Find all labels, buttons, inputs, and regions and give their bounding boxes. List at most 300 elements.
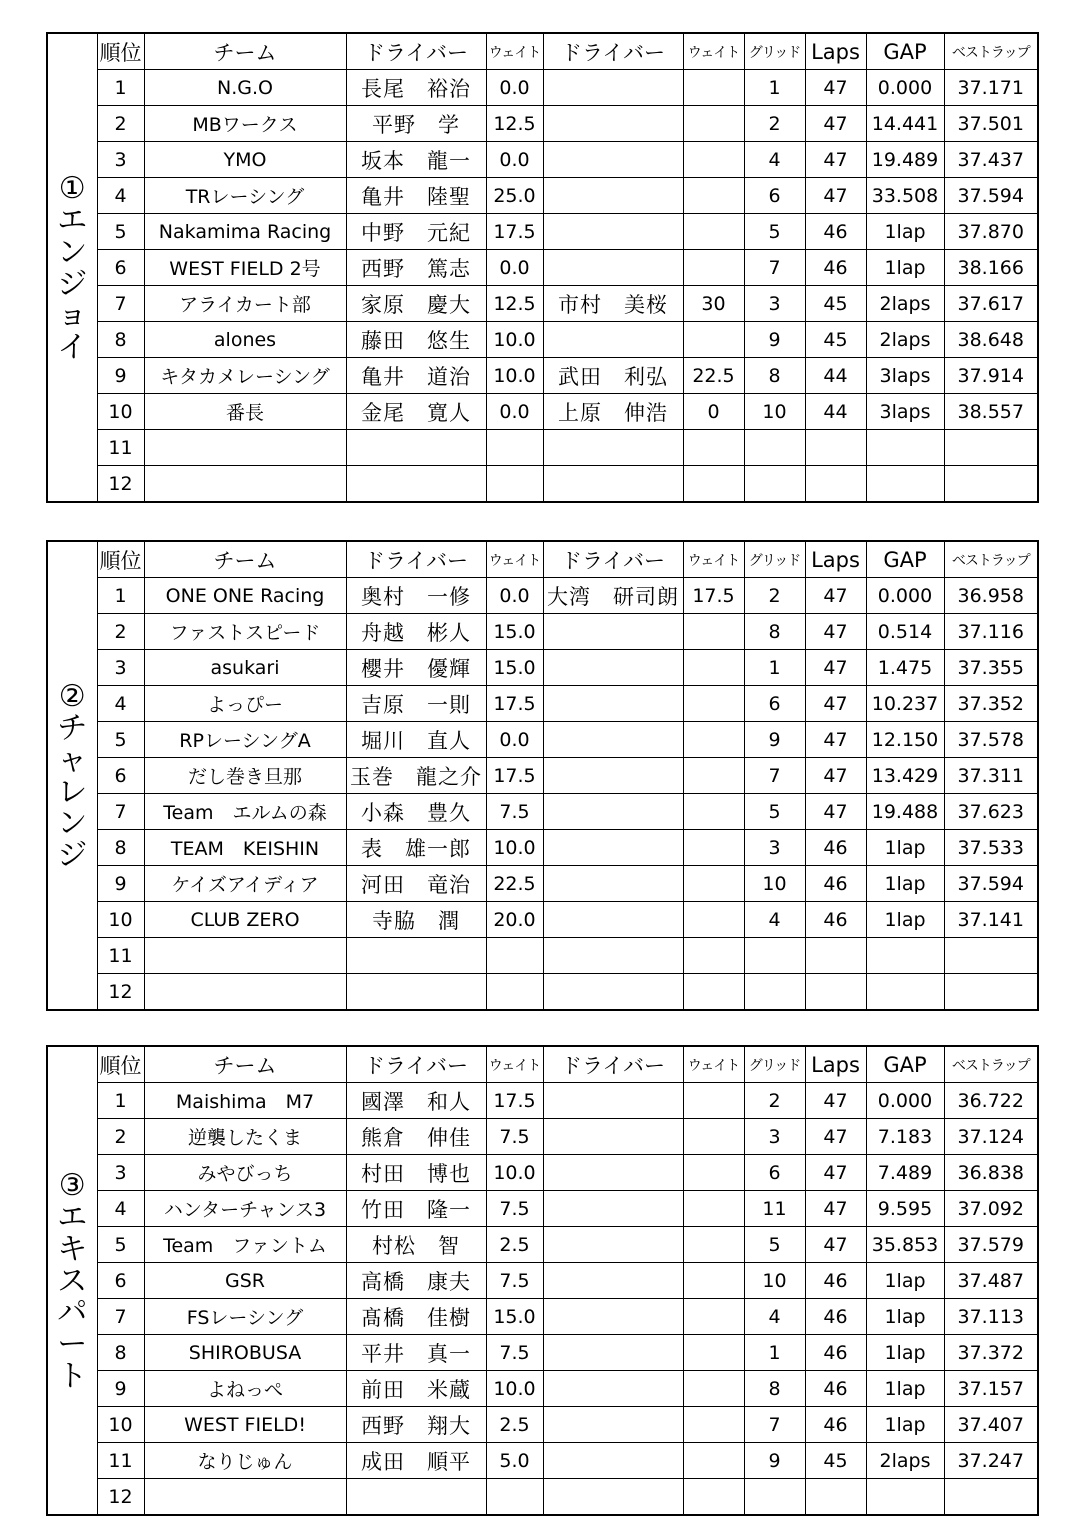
cell-laps: 47	[805, 1083, 866, 1119]
cell-team: RPレーシングA	[144, 722, 346, 758]
cell-weight2	[683, 1227, 744, 1263]
header-row	[47, 1046, 1038, 1083]
cell-weight2	[683, 250, 744, 286]
table-row	[47, 286, 1038, 322]
cell-weight1: 2.5	[486, 1227, 543, 1263]
cell-team: よねっぺ	[144, 1371, 346, 1407]
table-row	[47, 1371, 1038, 1407]
cell-gap: 1lap	[866, 250, 944, 286]
cell-driver1: 奥村 一修	[346, 578, 486, 614]
table-row	[47, 250, 1038, 286]
cell-weight2: 22.5	[683, 358, 744, 394]
cell-gap: 1lap	[866, 1371, 944, 1407]
table-row	[47, 902, 1038, 938]
cell-best: 37.355	[944, 650, 1038, 686]
cell-team	[144, 974, 346, 1011]
cell-weight2	[683, 1119, 744, 1155]
cell-best: 37.579	[944, 1227, 1038, 1263]
table-row	[47, 650, 1038, 686]
cell-gap: 0.000	[866, 1083, 944, 1119]
cell-gap: 1lap	[866, 214, 944, 250]
cell-pos: 4	[97, 686, 144, 722]
cell-weight2	[683, 70, 744, 106]
cell-pos: 6	[97, 1263, 144, 1299]
cell-driver1: 高橋 康夫	[346, 1263, 486, 1299]
cell-driver2	[543, 1443, 683, 1479]
header-weight1: ウェイト	[486, 1046, 543, 1083]
cell-best: 37.437	[944, 142, 1038, 178]
class-block-enjoy	[46, 32, 1039, 503]
cell-laps: 46	[805, 1263, 866, 1299]
cell-laps: 47	[805, 1119, 866, 1155]
cell-driver1: 成田 順平	[346, 1443, 486, 1479]
cell-pos: 11	[97, 938, 144, 974]
cell-grid	[744, 430, 805, 466]
cell-weight1: 0.0	[486, 250, 543, 286]
cell-pos: 10	[97, 394, 144, 430]
cell-laps: 47	[805, 578, 866, 614]
cell-team: ファストスピード	[144, 614, 346, 650]
cell-driver2	[543, 142, 683, 178]
table-row	[47, 322, 1038, 358]
header-driver2: ドライバー	[543, 1046, 683, 1083]
cell-driver1: 中野 元紀	[346, 214, 486, 250]
cell-weight2	[683, 866, 744, 902]
cell-driver1: 亀井 道治	[346, 358, 486, 394]
class-block-expert	[46, 1045, 1039, 1516]
cell-weight2: 17.5	[683, 578, 744, 614]
cell-team: GSR	[144, 1263, 346, 1299]
cell-grid: 3	[744, 830, 805, 866]
class-label	[47, 1046, 97, 1515]
cell-gap: 13.429	[866, 758, 944, 794]
table-row	[47, 178, 1038, 214]
cell-driver2	[543, 178, 683, 214]
cell-driver2	[543, 830, 683, 866]
cell-gap: 1lap	[866, 1407, 944, 1443]
cell-laps: 45	[805, 286, 866, 322]
cell-pos: 6	[97, 758, 144, 794]
table-row	[47, 430, 1038, 466]
cell-grid: 7	[744, 1407, 805, 1443]
cell-pos: 4	[97, 178, 144, 214]
table-row	[47, 142, 1038, 178]
cell-driver1: 藤田 悠生	[346, 322, 486, 358]
cell-weight2	[683, 974, 744, 1011]
header-grid: グリッド	[744, 1046, 805, 1083]
cell-laps: 47	[805, 1227, 866, 1263]
table-row	[47, 866, 1038, 902]
cell-laps: 45	[805, 322, 866, 358]
cell-grid: 4	[744, 902, 805, 938]
cell-weight2: 30	[683, 286, 744, 322]
cell-laps: 46	[805, 830, 866, 866]
cell-best: 37.617	[944, 286, 1038, 322]
cell-grid: 5	[744, 214, 805, 250]
cell-grid	[744, 974, 805, 1011]
cell-best: 37.533	[944, 830, 1038, 866]
cell-weight2	[683, 902, 744, 938]
cell-best: 37.124	[944, 1119, 1038, 1155]
cell-weight1: 17.5	[486, 1083, 543, 1119]
cell-laps: 47	[805, 142, 866, 178]
cell-pos: 8	[97, 830, 144, 866]
cell-gap: 33.508	[866, 178, 944, 214]
cell-pos: 1	[97, 70, 144, 106]
cell-driver2	[543, 722, 683, 758]
cell-pos: 8	[97, 322, 144, 358]
table-row	[47, 358, 1038, 394]
class-block-challenge	[46, 540, 1039, 1011]
header-pos: 順位	[97, 33, 144, 70]
cell-team: Nakamima Racing	[144, 214, 346, 250]
cell-weight1: 15.0	[486, 1299, 543, 1335]
cell-gap: 7.489	[866, 1155, 944, 1191]
cell-pos: 9	[97, 866, 144, 902]
cell-driver2	[543, 322, 683, 358]
cell-pos: 5	[97, 214, 144, 250]
cell-laps: 47	[805, 1191, 866, 1227]
cell-best: 37.623	[944, 794, 1038, 830]
cell-grid: 8	[744, 1371, 805, 1407]
cell-team: YMO	[144, 142, 346, 178]
cell-team: アライカート部	[144, 286, 346, 322]
cell-driver2: 大湾 研司朗	[543, 578, 683, 614]
header-laps: Laps	[805, 1046, 866, 1083]
table-row	[47, 938, 1038, 974]
cell-driver1: 前田 米蔵	[346, 1371, 486, 1407]
table-row	[47, 1083, 1038, 1119]
cell-team: N.G.O	[144, 70, 346, 106]
cell-best: 37.157	[944, 1371, 1038, 1407]
cell-gap	[866, 1479, 944, 1516]
cell-gap	[866, 974, 944, 1011]
cell-grid: 4	[744, 142, 805, 178]
cell-driver2	[543, 794, 683, 830]
cell-pos: 2	[97, 106, 144, 142]
cell-weight1	[486, 938, 543, 974]
cell-grid: 9	[744, 722, 805, 758]
cell-grid	[744, 1479, 805, 1516]
class-label-text: ③エキスパート	[57, 1168, 88, 1394]
table-row	[47, 1191, 1038, 1227]
cell-team: キタカメレーシング	[144, 358, 346, 394]
cell-laps: 46	[805, 1299, 866, 1335]
cell-best: 37.311	[944, 758, 1038, 794]
cell-driver2	[543, 466, 683, 503]
class-label-text: ①エンジョイ	[57, 171, 88, 366]
cell-weight1: 10.0	[486, 322, 543, 358]
cell-grid: 10	[744, 866, 805, 902]
cell-grid: 10	[744, 1263, 805, 1299]
cell-weight2	[683, 1371, 744, 1407]
header-driver2: ドライバー	[543, 541, 683, 578]
cell-driver2	[543, 1407, 683, 1443]
cell-pos: 8	[97, 1335, 144, 1371]
cell-best: 38.648	[944, 322, 1038, 358]
cell-best	[944, 1479, 1038, 1516]
cell-weight1: 7.5	[486, 794, 543, 830]
cell-weight1: 7.5	[486, 1263, 543, 1299]
header-weight2: ウェイト	[683, 33, 744, 70]
cell-grid: 7	[744, 758, 805, 794]
cell-driver1	[346, 938, 486, 974]
cell-driver2	[543, 974, 683, 1011]
cell-weight1: 10.0	[486, 830, 543, 866]
cell-pos: 12	[97, 1479, 144, 1516]
cell-best: 38.557	[944, 394, 1038, 430]
cell-best: 37.487	[944, 1263, 1038, 1299]
cell-grid: 9	[744, 322, 805, 358]
header-best: ベストラップ	[944, 541, 1038, 578]
class-label-text: ②チャレンジ	[57, 679, 88, 874]
cell-gap: 9.595	[866, 1191, 944, 1227]
cell-laps: 46	[805, 214, 866, 250]
cell-weight2	[683, 1191, 744, 1227]
cell-driver2	[543, 106, 683, 142]
cell-grid: 6	[744, 178, 805, 214]
cell-best: 36.722	[944, 1083, 1038, 1119]
cell-weight2	[683, 466, 744, 503]
cell-gap	[866, 430, 944, 466]
cell-driver1: 櫻井 優輝	[346, 650, 486, 686]
cell-driver1: 亀井 陸聖	[346, 178, 486, 214]
cell-grid: 10	[744, 394, 805, 430]
cell-pos: 3	[97, 1155, 144, 1191]
header-pos: 順位	[97, 1046, 144, 1083]
cell-laps	[805, 974, 866, 1011]
cell-best	[944, 974, 1038, 1011]
cell-grid: 6	[744, 686, 805, 722]
cell-weight2	[683, 830, 744, 866]
cell-weight1: 17.5	[486, 686, 543, 722]
table-row	[47, 614, 1038, 650]
cell-gap: 1lap	[866, 830, 944, 866]
cell-driver1: 金尾 寛人	[346, 394, 486, 430]
table-row	[47, 1479, 1038, 1516]
header-laps: Laps	[805, 33, 866, 70]
cell-weight1: 15.0	[486, 650, 543, 686]
cell-driver2	[543, 1083, 683, 1119]
cell-gap: 14.441	[866, 106, 944, 142]
cell-team: なりじゅん	[144, 1443, 346, 1479]
cell-laps: 47	[805, 614, 866, 650]
cell-weight2	[683, 214, 744, 250]
cell-team: 番長	[144, 394, 346, 430]
cell-weight2	[683, 758, 744, 794]
cell-pos: 1	[97, 1083, 144, 1119]
cell-weight1: 7.5	[486, 1191, 543, 1227]
cell-weight1: 22.5	[486, 866, 543, 902]
cell-weight1: 0.0	[486, 722, 543, 758]
cell-driver2: 武田 利弘	[543, 358, 683, 394]
cell-grid: 5	[744, 1227, 805, 1263]
cell-driver2	[543, 1263, 683, 1299]
cell-gap: 3laps	[866, 394, 944, 430]
cell-driver2	[543, 866, 683, 902]
cell-best: 37.171	[944, 70, 1038, 106]
cell-team	[144, 466, 346, 503]
cell-pos: 11	[97, 430, 144, 466]
table-row	[47, 578, 1038, 614]
cell-laps	[805, 1479, 866, 1516]
cell-gap: 3laps	[866, 358, 944, 394]
header-driver1: ドライバー	[346, 33, 486, 70]
cell-weight1: 10.0	[486, 1371, 543, 1407]
cell-laps	[805, 466, 866, 503]
cell-driver1	[346, 974, 486, 1011]
cell-laps: 44	[805, 394, 866, 430]
cell-weight1: 0.0	[486, 70, 543, 106]
cell-weight1: 0.0	[486, 578, 543, 614]
cell-laps: 47	[805, 758, 866, 794]
cell-driver1: 西野 翔大	[346, 1407, 486, 1443]
cell-best: 37.501	[944, 106, 1038, 142]
cell-weight1: 10.0	[486, 358, 543, 394]
cell-grid: 2	[744, 578, 805, 614]
header-weight1: ウェイト	[486, 541, 543, 578]
cell-driver2	[543, 1335, 683, 1371]
cell-gap: 19.489	[866, 142, 944, 178]
cell-team: だし巻き旦那	[144, 758, 346, 794]
cell-best	[944, 466, 1038, 503]
header-team: チーム	[144, 33, 346, 70]
cell-driver1: 玉巻 龍之介	[346, 758, 486, 794]
cell-gap: 0.000	[866, 70, 944, 106]
cell-weight2: 0	[683, 394, 744, 430]
header-driver1: ドライバー	[346, 1046, 486, 1083]
cell-pos: 6	[97, 250, 144, 286]
cell-best	[944, 938, 1038, 974]
cell-pos: 5	[97, 1227, 144, 1263]
cell-weight2	[683, 1263, 744, 1299]
cell-team: Maishima M7	[144, 1083, 346, 1119]
cell-gap: 1lap	[866, 902, 944, 938]
cell-laps: 46	[805, 1407, 866, 1443]
cell-weight1: 7.5	[486, 1119, 543, 1155]
header-grid: グリッド	[744, 541, 805, 578]
cell-gap: 1lap	[866, 866, 944, 902]
cell-team: ケイズアイディア	[144, 866, 346, 902]
cell-pos: 7	[97, 1299, 144, 1335]
cell-driver1: 村松 智	[346, 1227, 486, 1263]
table-row	[47, 1335, 1038, 1371]
table-row	[47, 1119, 1038, 1155]
cell-weight2	[683, 430, 744, 466]
table-row	[47, 214, 1038, 250]
cell-weight2	[683, 1155, 744, 1191]
cell-best: 37.372	[944, 1335, 1038, 1371]
table-row	[47, 70, 1038, 106]
cell-laps: 44	[805, 358, 866, 394]
cell-laps: 46	[805, 250, 866, 286]
header-driver1: ドライバー	[346, 541, 486, 578]
cell-weight2	[683, 1335, 744, 1371]
cell-best: 37.578	[944, 722, 1038, 758]
cell-team: SHIROBUSA	[144, 1335, 346, 1371]
cell-team: ハンターチャンス3	[144, 1191, 346, 1227]
cell-driver2	[543, 214, 683, 250]
cell-laps: 47	[805, 70, 866, 106]
cell-best: 36.958	[944, 578, 1038, 614]
cell-weight1: 17.5	[486, 214, 543, 250]
cell-weight1: 0.0	[486, 142, 543, 178]
cell-driver2	[543, 686, 683, 722]
cell-laps: 47	[805, 1155, 866, 1191]
cell-driver1: 家原 慶大	[346, 286, 486, 322]
cell-laps: 47	[805, 178, 866, 214]
header-row	[47, 541, 1038, 578]
cell-driver1	[346, 466, 486, 503]
cell-driver1: 西野 篤志	[346, 250, 486, 286]
cell-pos: 7	[97, 794, 144, 830]
cell-driver1: 髙橋 佳樹	[346, 1299, 486, 1335]
table-row	[47, 830, 1038, 866]
table-row	[47, 686, 1038, 722]
cell-driver1: 國澤 和人	[346, 1083, 486, 1119]
cell-weight2	[683, 722, 744, 758]
cell-driver1: 河田 竜治	[346, 866, 486, 902]
cell-laps: 46	[805, 866, 866, 902]
cell-best: 37.141	[944, 902, 1038, 938]
cell-gap: 2laps	[866, 322, 944, 358]
table-row	[47, 1299, 1038, 1335]
cell-weight2	[683, 1479, 744, 1516]
cell-driver2	[543, 1155, 683, 1191]
table-row	[47, 794, 1038, 830]
cell-driver2	[543, 938, 683, 974]
cell-driver2	[543, 1371, 683, 1407]
cell-pos: 11	[97, 1443, 144, 1479]
header-row	[47, 33, 1038, 70]
table-row	[47, 758, 1038, 794]
cell-driver1: 竹田 隆一	[346, 1191, 486, 1227]
class-label	[47, 541, 97, 1010]
cell-driver2	[543, 70, 683, 106]
cell-best: 37.914	[944, 358, 1038, 394]
table-row	[47, 974, 1038, 1011]
cell-driver2	[543, 902, 683, 938]
cell-gap: 1lap	[866, 1335, 944, 1371]
cell-driver2	[543, 614, 683, 650]
cell-team: asukari	[144, 650, 346, 686]
cell-team	[144, 1479, 346, 1516]
cell-grid: 4	[744, 1299, 805, 1335]
header-gap: GAP	[866, 1046, 944, 1083]
cell-grid: 3	[744, 1119, 805, 1155]
results-table	[46, 540, 1039, 1011]
cell-laps: 47	[805, 650, 866, 686]
cell-grid: 11	[744, 1191, 805, 1227]
header-weight2: ウェイト	[683, 541, 744, 578]
cell-grid: 3	[744, 286, 805, 322]
cell-weight2	[683, 178, 744, 214]
cell-grid: 8	[744, 358, 805, 394]
cell-driver1: 舟越 彬人	[346, 614, 486, 650]
cell-weight2	[683, 106, 744, 142]
cell-weight1: 12.5	[486, 286, 543, 322]
table-row	[47, 394, 1038, 430]
cell-best: 37.247	[944, 1443, 1038, 1479]
header-gap: GAP	[866, 33, 944, 70]
cell-laps: 45	[805, 1443, 866, 1479]
header-best: ベストラップ	[944, 1046, 1038, 1083]
cell-weight1: 2.5	[486, 1407, 543, 1443]
cell-team	[144, 938, 346, 974]
cell-weight1: 20.0	[486, 902, 543, 938]
header-weight2: ウェイト	[683, 1046, 744, 1083]
cell-best: 37.113	[944, 1299, 1038, 1335]
